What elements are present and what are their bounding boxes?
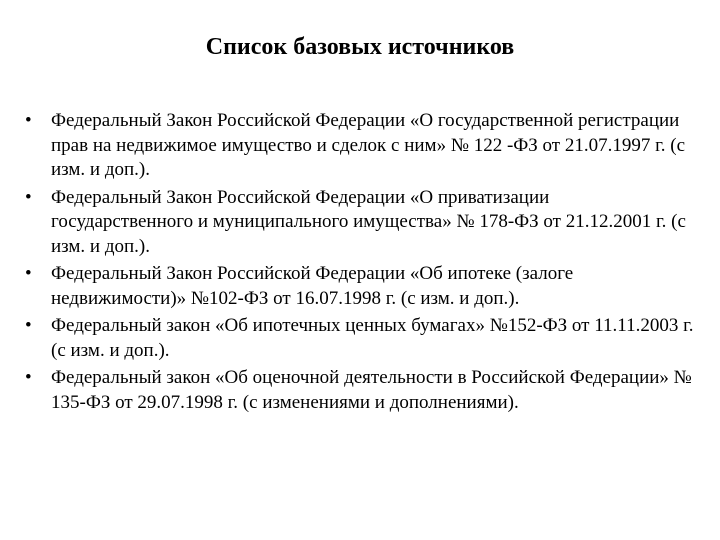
source-text: Федеральный закон «Об ипотечных ценных бумагах» №152-ФЗ от 11.11.2003 г. (с изм. и доп.). [51, 315, 694, 361]
source-text: Федеральный закон «Об оценочной деятельности в Российской Федерации» № 135-ФЗ от 29.07.1998 г. (с изменениями и дополнениями). [51, 367, 692, 413]
source-text: Федеральный Закон Российской Федерации «О государственной регистрации прав на недвижимое имущество и сделок с ним» № 122 -ФЗ от 21.07.1997 г. (с изм. и доп.). [51, 110, 686, 180]
slide-title: Список базовых источников [205, 34, 515, 60]
source-text: Федеральный Закон Российской Федерации «О приватизации государственного и муниципального имущества» № 178-ФЗ от 21.12.2001 г. (с изм. и доп.). [51, 186, 686, 257]
list-item [24, 314, 696, 363]
source-text: Федеральный Закон Российской Федерации «Об ипотеке (залоге недвижимости)» №102-ФЗ от 16.07.1998 г. (с изм. и доп.). [51, 263, 574, 309]
list-item [24, 366, 696, 415]
sources-list [24, 109, 696, 418]
list-item [24, 262, 696, 311]
bullet-icon: • [25, 186, 32, 208]
list-item [24, 109, 696, 183]
bullet-icon: • [25, 315, 32, 336]
bullet-icon: • [25, 110, 32, 131]
bullet-icon: • [25, 263, 32, 284]
list-item [24, 186, 696, 260]
bullet-icon: • [25, 367, 32, 388]
